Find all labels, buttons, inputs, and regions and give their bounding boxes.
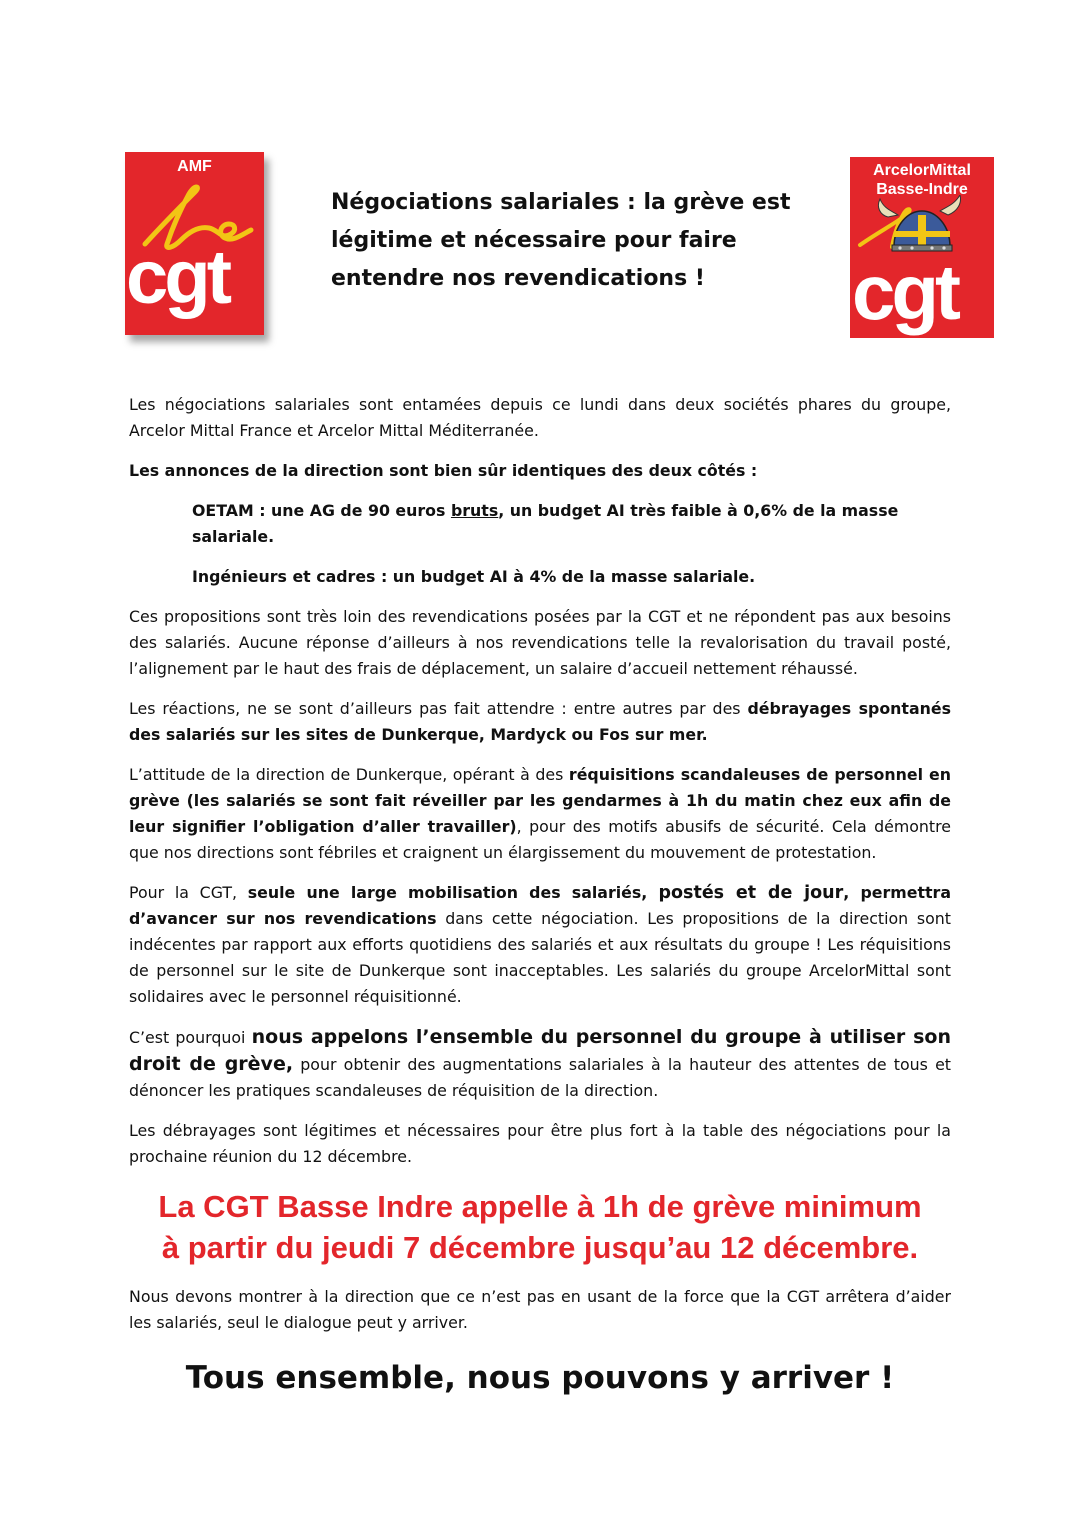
title-line-2: légitime et nécessaire pour faire (331, 228, 737, 253)
mobilisation-text-a: Pour la CGT, (129, 883, 248, 902)
paragraph-appel (129, 1024, 951, 1104)
callout-line-1: La CGT Basse Indre appelle à 1h de grève minimum (158, 1189, 922, 1224)
cadres-text: Ingénieurs et cadres : un budget AI à 4% de la masse salariale. (192, 567, 756, 586)
cgt-amf-logo (125, 152, 264, 335)
paragraph-debrayages: Les débrayages sont légitimes et nécessaires pour être plus fort à la table des négociations pour la prochaine réunion du 12 décembre. (129, 1121, 951, 1166)
mobilisation-text-e: dans cette négociation. Les propositions de la direction sont indécentes par rapport aux efforts quotidiens des salariés et aux résultats du groupe ! Les réquisitions de personnel sur le site de Dunkerque sont inacceptables. Les salariés du groupe ArcelorMittal sont solidaires avec le personnel réquisitionné. (129, 909, 951, 1006)
paragraph-propositions: Ces propositions sont très loin des revendications posées par la CGT et ne répondent pas aux besoins des salariés. Aucune réponse d’ailleurs à nos revendications telle la revalorisation du travail posté, l’alignement par le haut des frais de déplacement, un salaire d’accueil nettement réhaussé. (129, 607, 951, 678)
logo-caption (850, 161, 994, 199)
oetam-text-a: OETAM : une AG de 90 euros (192, 501, 451, 520)
logo-caption-amf: AMF (177, 158, 212, 175)
logo-brand-cgt: cgt (852, 248, 957, 336)
paragraph-announcements (129, 458, 951, 484)
strike-callout (129, 1186, 951, 1268)
page-title (331, 184, 801, 298)
oetam-text-bruts: bruts (450, 501, 499, 520)
reactions-text-b: débrayages spontanés des salariés sur les sites de Dunkerque, Mardyck ou Fos sur mer. (129, 699, 951, 744)
logo-caption-line-2: Basse-Indre (876, 181, 968, 198)
appel-text-a: C’est pourquoi (129, 1028, 252, 1047)
callout-line-2: à partir du jeudi 7 décembre jusqu’au 12 décembre. (161, 1230, 919, 1265)
attitude-text-c: , pour des motifs abusifs de sécurité. Cela démontre que nos directions sont fébriles et craignent un élargissement du mouvement de protestation. (129, 817, 951, 862)
attitude-text-b: réquisitions scandaleuses de personnel en grève (les salariés se sont fait réveiller par les gendarmes à 1h du matin chez eux afin de leur signifier l’obligation d’aller travailler) (129, 765, 951, 836)
logo-caption-line-1: ArcelorMittal (873, 162, 971, 179)
paragraph-intro: Les négociations salariales sont entamées depuis ce lundi dans deux sociétés phares du groupe, Arcelor Mittal France et Arcelor Mittal Méditerranée. (129, 395, 951, 440)
paragraph-reactions (129, 696, 951, 748)
reactions-text-a: Les réactions, ne se sont d’ailleurs pas fait attendre : entre autres par des (129, 699, 748, 718)
paragraph-mobilisation (129, 880, 951, 1010)
mobilisation-text-b: seule une large mobilisation des salariés, (247, 883, 659, 902)
announcements-text: Les annonces de la direction sont bien sûr identiques des deux côtés : (129, 461, 758, 480)
document-body (129, 392, 951, 1412)
title-line-3: entendre nos revendications ! (331, 266, 705, 291)
cgt-basse-indre-logo (850, 157, 994, 338)
attitude-text-a: L’attitude de la direction de Dunkerque, opérant à des (129, 765, 569, 784)
appel-text-c: pour obtenir des augmentations salariales à la hauteur des attentes de tous et dénoncer les pratiques scandaleuses de réquisition de la direction. (129, 1055, 951, 1100)
paragraph-oetam (129, 498, 951, 550)
mobilisation-text-d: , permettra d’avancer sur nos revendications (129, 883, 951, 928)
paragraph-cadres (129, 564, 951, 590)
title-line-1: Négociations salariales : la grève est (331, 190, 791, 215)
oetam-text-c: , un budget AI très faible à 0,6% de la masse salariale. (192, 501, 899, 546)
appel-text-b: nous appelons l’ensemble du personnel du groupe à utiliser son droit de grève, (129, 1026, 951, 1075)
paragraph-attitude (129, 762, 951, 866)
mobilisation-text-c: postés et de jour (658, 883, 844, 903)
closing-slogan: Tous ensemble, nous pouvons y arriver ! (185, 1360, 895, 1396)
logo-brand-cgt: cgt (126, 235, 228, 320)
paragraph-dialogue: Nous devons montrer à la direction que ce n’est pas en usant de la force que la CGT arrêtera d’aider les salariés, seul le dialogue peut y arriver. (129, 1287, 951, 1332)
